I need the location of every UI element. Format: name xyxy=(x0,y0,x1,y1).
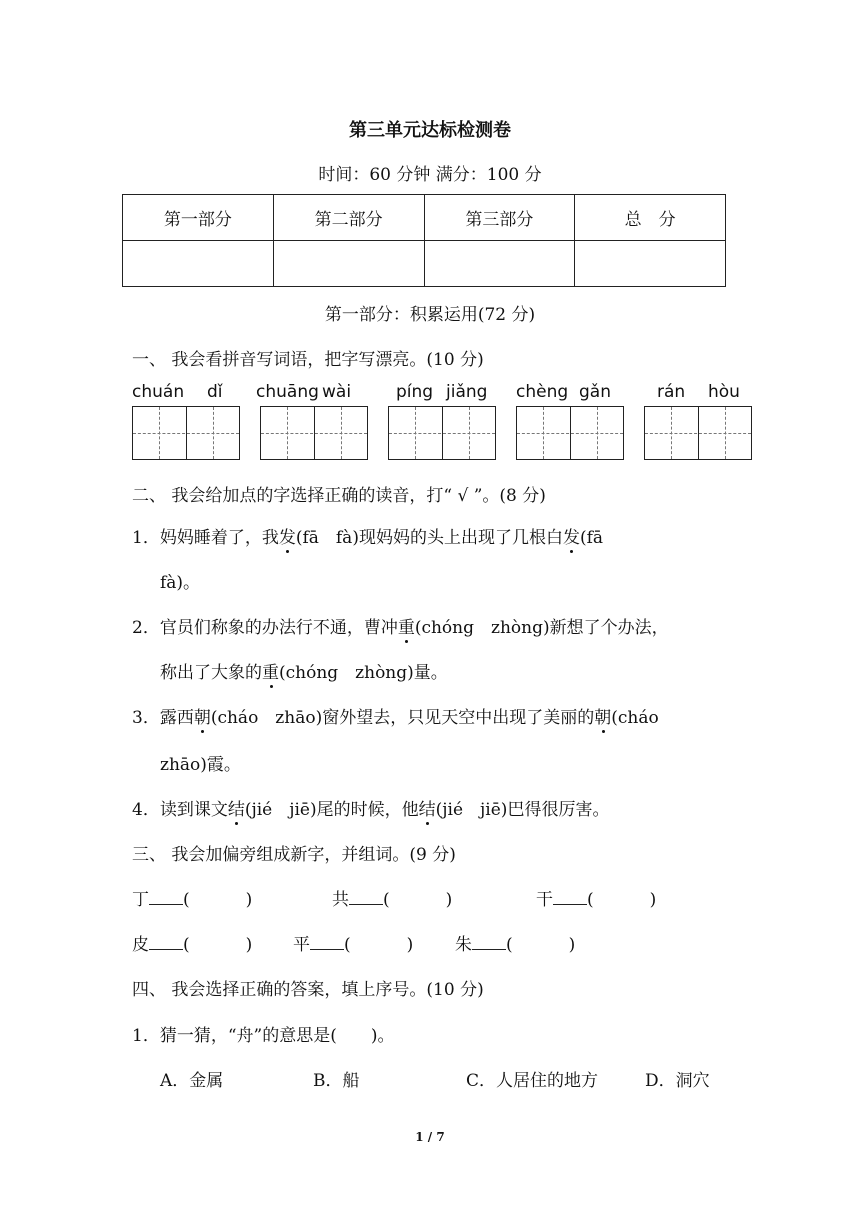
item-text: (fā fà)现妈妈的头上出现了几根白 xyxy=(295,528,563,548)
base-char: 平 xyxy=(293,935,310,955)
part1-heading: 第一部分：积累运用(72 分) xyxy=(324,305,536,325)
paren: ) xyxy=(568,935,576,955)
q2-item-1 xyxy=(132,523,603,548)
score-cell-part2[interactable] xyxy=(273,241,424,287)
item-number: 1． xyxy=(132,528,160,548)
q2-item-3-cont: zhāo)霞。 xyxy=(160,755,241,775)
item-text: (jié jiē)巴得很厉害。 xyxy=(435,800,610,820)
q3-row-2-item-3 xyxy=(455,930,575,955)
q3-heading: 三、 我会加偏旁组成新字，并组词。(9 分) xyxy=(132,845,456,865)
item-number: 2． xyxy=(132,618,160,638)
score-cell-total[interactable] xyxy=(575,241,726,287)
pinyin: rán xyxy=(657,382,686,402)
item-text: 称出了大象的 xyxy=(160,663,262,683)
item-number: 4． xyxy=(132,800,160,820)
pinyin: dǐ xyxy=(207,382,223,402)
paren: ( xyxy=(587,890,594,910)
item-number: 3． xyxy=(132,708,160,728)
q4-option-a[interactable]: A．金属 xyxy=(160,1071,224,1091)
item-text: (cháo xyxy=(611,708,659,728)
pinyin: chuāng xyxy=(256,382,319,402)
dotted-char: 结 xyxy=(419,795,436,820)
q3-row-1-item-2 xyxy=(332,885,452,910)
base-char: 丁 xyxy=(132,890,149,910)
dotted-char: 发 xyxy=(563,523,580,548)
score-cell-part3[interactable] xyxy=(424,241,575,287)
dotted-char: 重 xyxy=(398,613,415,638)
item-text: 官员们称象的办法行不通，曹冲 xyxy=(159,618,398,638)
item-text: 妈妈睡着了，我 xyxy=(159,528,279,548)
base-char: 朱 xyxy=(455,935,472,955)
dotted-char: 朝 xyxy=(594,703,611,728)
dotted-char: 发 xyxy=(279,523,296,548)
score-header-total: 总 分 xyxy=(575,195,726,241)
score-header-part2: 第二部分 xyxy=(273,195,424,241)
dotted-char: 结 xyxy=(228,795,245,820)
writing-grid[interactable] xyxy=(260,406,368,460)
item-text: (jié jiē)尾的时候，他 xyxy=(244,800,419,820)
page-title: 第三单元达标检测卷 xyxy=(349,120,511,141)
paren: ) xyxy=(245,935,253,955)
item-text: (chóng zhòng)新想了个办法， xyxy=(414,618,669,638)
paren: ( xyxy=(183,890,190,910)
paren: ) xyxy=(406,935,414,955)
writing-grid[interactable] xyxy=(516,406,624,460)
item-text: (cháo zhāo)窗外望去，只见天空中出现了美丽的 xyxy=(210,708,595,728)
item-text: 露西 xyxy=(159,708,194,728)
dotted-char: 重 xyxy=(262,658,279,683)
pinyin: gǎn xyxy=(579,382,611,402)
q4-option-c[interactable]: C．人居住的地方 xyxy=(466,1071,599,1091)
q2-item-3 xyxy=(132,703,659,728)
q2-item-2 xyxy=(132,613,669,638)
dotted-char: 朝 xyxy=(194,703,211,728)
q2-item-2-cont xyxy=(160,658,448,683)
paren: ( xyxy=(344,935,351,955)
paren: ( xyxy=(183,935,190,955)
q2-heading: 二、 我会给加点的字选择正确的读音，打“ √ ”。(8 分) xyxy=(132,486,546,506)
pinyin: jiǎng xyxy=(446,382,488,402)
paren: ) xyxy=(445,890,453,910)
q2-item-4 xyxy=(132,795,609,820)
pinyin: chuán xyxy=(132,382,185,402)
radical-blank[interactable] xyxy=(149,890,183,905)
q4-option-b[interactable]: B．船 xyxy=(313,1071,360,1091)
radical-blank[interactable] xyxy=(149,935,183,950)
writing-grid[interactable] xyxy=(644,406,752,460)
pinyin: chèng xyxy=(516,382,569,402)
base-char: 皮 xyxy=(132,935,149,955)
q3-row-2-item-1 xyxy=(132,930,252,955)
score-header-part3: 第三部分 xyxy=(424,195,575,241)
radical-blank[interactable] xyxy=(310,935,344,950)
q4-option-d[interactable]: D．洞穴 xyxy=(645,1071,710,1091)
pinyin: píng xyxy=(396,382,434,402)
radical-blank[interactable] xyxy=(349,890,383,905)
writing-grid[interactable] xyxy=(132,406,240,460)
item-text: (fā xyxy=(579,528,604,548)
score-table xyxy=(122,194,726,287)
radical-blank[interactable] xyxy=(472,935,506,950)
paren: ( xyxy=(506,935,513,955)
paren: ) xyxy=(649,890,657,910)
paren: ( xyxy=(383,890,390,910)
paren: ) xyxy=(245,890,253,910)
pinyin: hòu xyxy=(708,382,740,402)
q3-row-1-item-3 xyxy=(536,885,656,910)
pinyin: wài xyxy=(322,382,352,402)
q3-row-2-item-2 xyxy=(293,930,413,955)
q2-item-1-cont: fà)。 xyxy=(160,573,201,593)
score-cell-part1[interactable] xyxy=(123,241,274,287)
writing-grid[interactable] xyxy=(388,406,496,460)
base-char: 共 xyxy=(332,890,349,910)
q3-row-1-item-1 xyxy=(132,885,252,910)
item-text: (chóng zhòng)量。 xyxy=(279,663,448,683)
item-text: 读到课文 xyxy=(159,800,228,820)
q4-heading: 四、 我会选择正确的答案，填上序号。(10 分) xyxy=(132,980,484,1000)
page-number: 1 / 7 xyxy=(415,1130,445,1144)
score-header-part1: 第一部分 xyxy=(123,195,274,241)
radical-blank[interactable] xyxy=(553,890,587,905)
exam-time-and-score: 时间：60 分钟 满分：100 分 xyxy=(318,165,542,185)
base-char: 干 xyxy=(536,890,553,910)
q1-heading: 一、 我会看拼音写词语，把字写漂亮。(10 分) xyxy=(132,350,484,370)
q4-item-1: 1．猜一猜，“舟”的意思是( )。 xyxy=(132,1026,395,1046)
